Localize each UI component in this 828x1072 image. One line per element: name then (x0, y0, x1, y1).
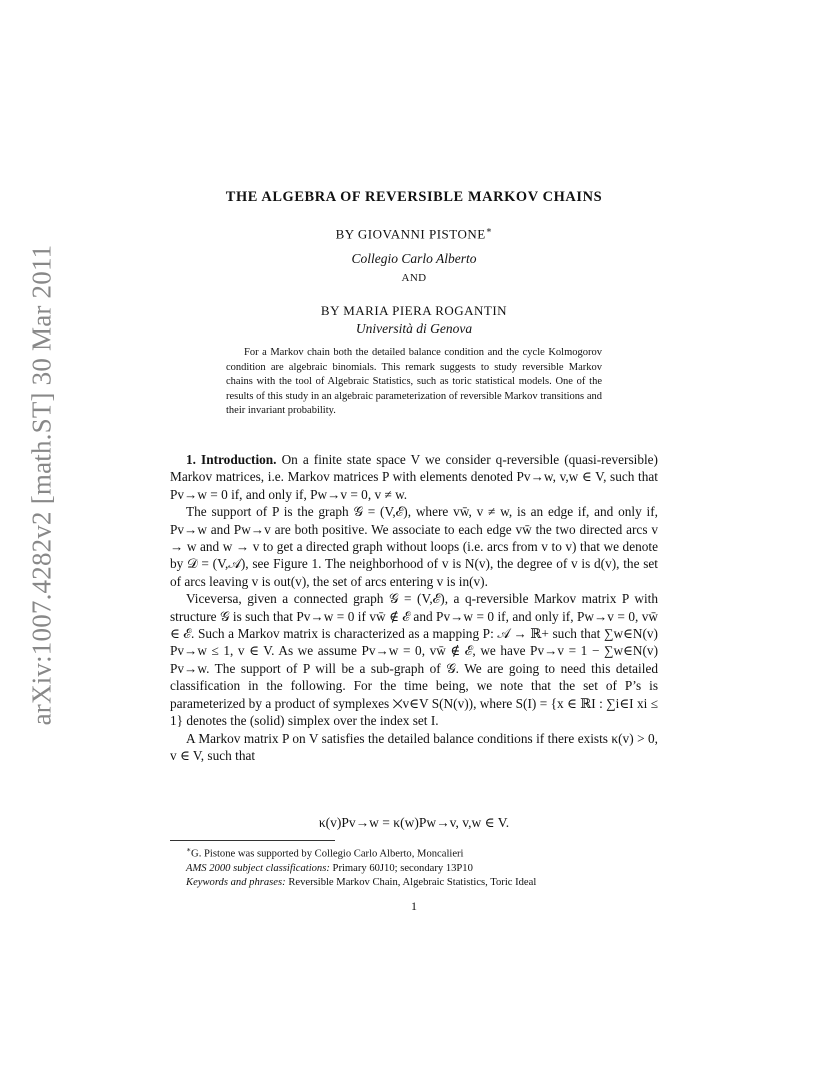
footnote-support-text: G. Pistone was supported by Collegio Carlo Alberto, Moncalieri (191, 848, 464, 860)
affiliation-1: Collegio Carlo Alberto (351, 251, 477, 266)
page-number: 1 (411, 899, 417, 913)
arxiv-identifier: arXiv:1007.4282v2 [math.ST] 30 Mar 2011 (26, 244, 57, 726)
and-separator: AND (401, 272, 427, 284)
paragraph-4: A Markov matrix P on V satisfies the detailed balance conditions if there exists κ(v) > 0, v ∈ V, such that (170, 730, 658, 763)
paragraph-1-text: On a finite state space V we consider q-reversible (quasi-reversible) Markov matrices, i.e. Markov matrices P with elements denoted Pv→w, v,w ∈ V, such that Pv→w = 0 if, and only if, Pw→v = 0, v ≠ w. (170, 452, 658, 502)
section-heading: 1. Introduction. (186, 452, 277, 467)
footnotes (170, 843, 658, 890)
author-1-footnote-mark: ∗ (485, 225, 493, 235)
keywords-value: Reversible Markov Chain, Algebraic Statistics, Toric Ideal (288, 876, 537, 888)
footnote-ams (170, 862, 658, 876)
footnote-rule (170, 840, 335, 841)
footnote-support (170, 843, 658, 862)
author-1-name: BY GIOVANNI PISTONE (335, 226, 486, 242)
ams-label: AMS 2000 subject classifications: (186, 862, 330, 874)
introduction-section (170, 451, 658, 764)
paragraph-3: Viceversa, given a connected graph 𝒢 = (V,ℰ), a q-reversible Markov matrix P with structure 𝒢 is such that Pv→w = 0 if vw̄ ∉ ℰ and Pv→w = 0 if, and only if, Pw→v = 0, vw̄ ∈ ℰ. Such a Markov matrix is characterized as a mapping P: 𝒜 → ℝ+ such that ∑w∈N(v) Pv→w ≤ 1, v ∈ V. As we assume Pv→w = 0, vw̄ ∉ ℰ, we have Pv→v = 1 − ∑w∈N(v) Pv→w. The support of P will be a sub-graph of 𝒢. We are going to need this detailed classification in the following. For the time being, we note that the set of P’s is parameterized by a product of symplexes ⨉v∈V S(N(v)), where S(I) = {x ∈ ℝI : ∑i∈I xi ≤ 1} denotes the (solid) simplex over the index set I. (170, 591, 658, 729)
paragraph-1 (170, 451, 658, 503)
abstract-text: For a Markov chain both the detailed balance condition and the cycle Kolmogorov condition are algebraic binomials. This remark suggests to study reversible Markov chains with the tool of Algebraic Statistics, such as toric statistical models. One of the results of this study in an algebraic parameterization of reversible Markov transitions and their invariant probability. (226, 347, 602, 417)
detailed-balance-equation: κ(v)Pv→w = κ(w)Pw→v, v,w ∈ V. (318, 815, 510, 830)
author-1 (0, 225, 828, 242)
abstract (226, 346, 602, 419)
affiliation-2: Università di Genova (355, 321, 473, 336)
footnote-mark: ∗ (186, 845, 192, 854)
footnote-keywords (170, 876, 658, 890)
author-2: BY MARIA PIERA ROGANTIN (320, 303, 508, 318)
paragraph-2: The support of P is the graph 𝒢 = (V,ℰ), where vw̄, v ≠ w, is an edge if, and only if, Pv→w and Pw→v are both positive. We associate to each edge vw̄ the two directed arcs v → w and w → v to get a directed graph without loops (i.e. arcs from v to v) that we denote by 𝒟 = (V,𝒜), see Figure 1. The neighborhood of v is N(v), the degree of v is d(v), the set of arcs leaving v is out(v), the set of arcs entering v is in(v). (170, 504, 658, 589)
paper-title: THE ALGEBRA OF REVERSIBLE MARKOV CHAINS (225, 189, 603, 205)
ams-value: Primary 60J10; secondary 13P10 (332, 862, 473, 874)
keywords-label: Keywords and phrases: (186, 876, 286, 888)
